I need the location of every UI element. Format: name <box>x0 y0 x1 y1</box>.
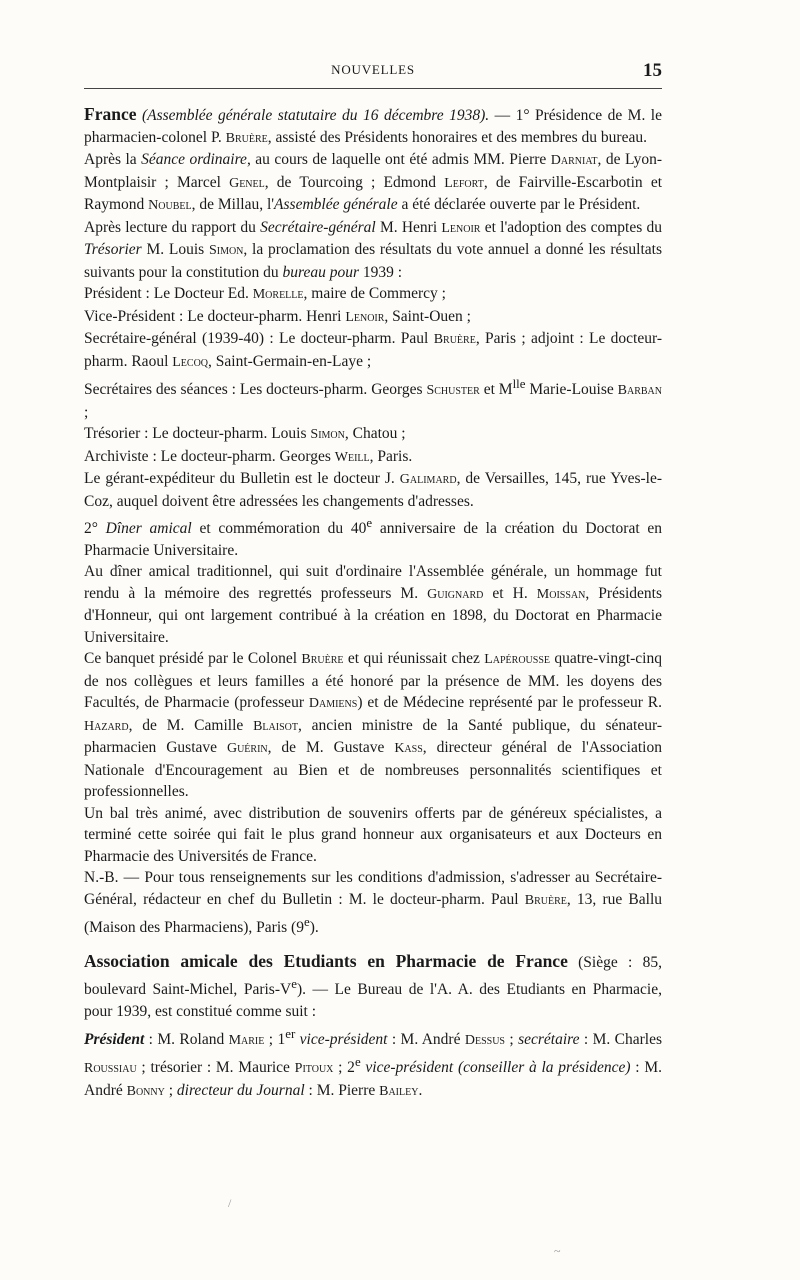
france-intro: France (Assemblée générale statutaire du 16 décembre 1938). — 1° Présidence de M. le pharmacien-colonel P. Bruère, assisté des Présidents honoraires et des membres du bureau. <box>84 104 662 146</box>
stray-mark: / <box>228 1196 232 1210</box>
paragraph: 2° Dîner amical et commémoration du 40e anniversaire de la création du Doctorat en Pharmacie Universitaire. <box>84 515 662 559</box>
paragraph: Un bal très animé, avec distribution de souvenirs offerts par de généreux spécialistes, a terminé cette soirée qui fait le plus grand honneur aux organisateurs et aux Docteurs en Pharmacie des Universités de France. <box>84 804 662 865</box>
running-head <box>84 60 662 84</box>
bureau-line-secretaire: Secrétaire-général (1939-40) : Le docteur-pharm. Paul Bruère, Paris ; adjoint : Le docteur-pharm. Raoul Lecoq, Saint-Germain-en-Laye ; <box>84 330 662 370</box>
paragraph: Président : M. Roland Marie ; 1er vice-président : M. André Dessus ; secrétaire : M. Charles Roussiau ; trésorier : M. Maurice Pitoux ; 2e vice-président (conseiller à la présidence) : M. André Bonny ; directeur du Journal : M. Pierre Bailey. <box>84 1025 663 1099</box>
bureau-line-tresorier: Trésorier : Le docteur-pharm. Louis Simon, Chatou ; <box>84 425 406 443</box>
paragraph: Au dîner amical traditionnel, qui suit d'ordinaire l'Assemblée générale, un hommage fut rendu à la mémoire des regrettés professeurs M. Guignard et H. Moissan, Présidents d'Honneur, qui ont largement contribué à la création en 1898, du Doctorat en Pharmacie Universitaire. <box>84 563 663 646</box>
paragraph: Ce banquet présidé par le Colonel Bruère et qui réunissait chez Lapérousse quatre-vingt-cinq de nos collègues et leurs familles a été honoré par la présence de MM. les doyens des Facultés, de Pharmacie (professeur Damiens) et de Médecine représenté par le professeur R. Hazard, de M. Camille Blaisot, ancien ministre de la Santé publique, du sénateur-pharmacien Gustave Guérin, de M. Gustave Kass, directeur général de l'Association Nationale d'Encouragement au Bien et de nombreuses personnalités scientifiques et professionnelles. <box>84 650 662 801</box>
section-heading-france: France <box>84 104 137 124</box>
bureau-line-archiviste: Archiviste : Le docteur-pharm. Georges Weill, Paris. <box>84 447 413 465</box>
section-heading-association: Association amicale des Etudiants en Pharmacie de France <box>84 950 568 971</box>
bureau-line-president: Président : Le Docteur Ed. Morelle, maire de Commercy ; <box>84 285 446 302</box>
association-intro: Association amicale des Etudiants en Pharmacie de France (Siège : 85, boulevard Saint-Michel, Paris-Ve). — Le Bureau de l'A. A. des Etudiants en Pharmacie, pour 1939, est constitué comme suit : <box>84 950 663 1021</box>
paragraph-nb: N.-B. — Pour tous renseignements sur les conditions d'admission, s'adresser au Secrétaire-Général, rédacteur en chef du Bulletin : M. le docteur-pharm. Paul Bruère, 13, rue Ballu (Maison des Pharmaciens), Paris (9e). <box>84 869 663 937</box>
page-number: 15 <box>643 60 662 81</box>
running-title: NOUVELLES <box>331 62 415 77</box>
paragraph: Le gérant-expéditeur du Bulletin est le docteur J. Galimard, de Versailles, 145, rue Yves-le-Coz, auquel doivent être adressées les changements d'adresses. <box>84 470 663 510</box>
header-rule <box>84 88 662 89</box>
stray-mark: ~ <box>554 1244 561 1258</box>
bureau-line-vice-president: Vice-Président : Le docteur-pharm. Henri Lenoir, Saint-Ouen ; <box>84 307 471 325</box>
bureau-line-secretaires-seances: Secrétaires des séances : Les docteurs-pharm. Georges Schuster et $M^{lle}$ Marie-Louise Barban ; <box>84 376 662 421</box>
paragraph: Après la Séance ordinaire, au cours de laquelle ont été admis MM. Pierre Darniat, de Lyon-Montplaisir ; Marcel Genel, de Tourcoing ; Edmond Lefort, de Fairville-Escarbotin et Raymond Noubel, de Millau, l'Assemblée générale a été déclarée ouverte par le Président. <box>84 151 663 213</box>
article-column <box>84 104 662 1102</box>
paragraph: Après lecture du rapport du Secrétaire-général M. Henri Lenoir et l'adoption des comptes du Trésorier M. Louis Simon, la proclamation des résultats du vote annuel a donné les résultats suivants pour la constitution du bureau pour 1939 : <box>84 218 662 281</box>
